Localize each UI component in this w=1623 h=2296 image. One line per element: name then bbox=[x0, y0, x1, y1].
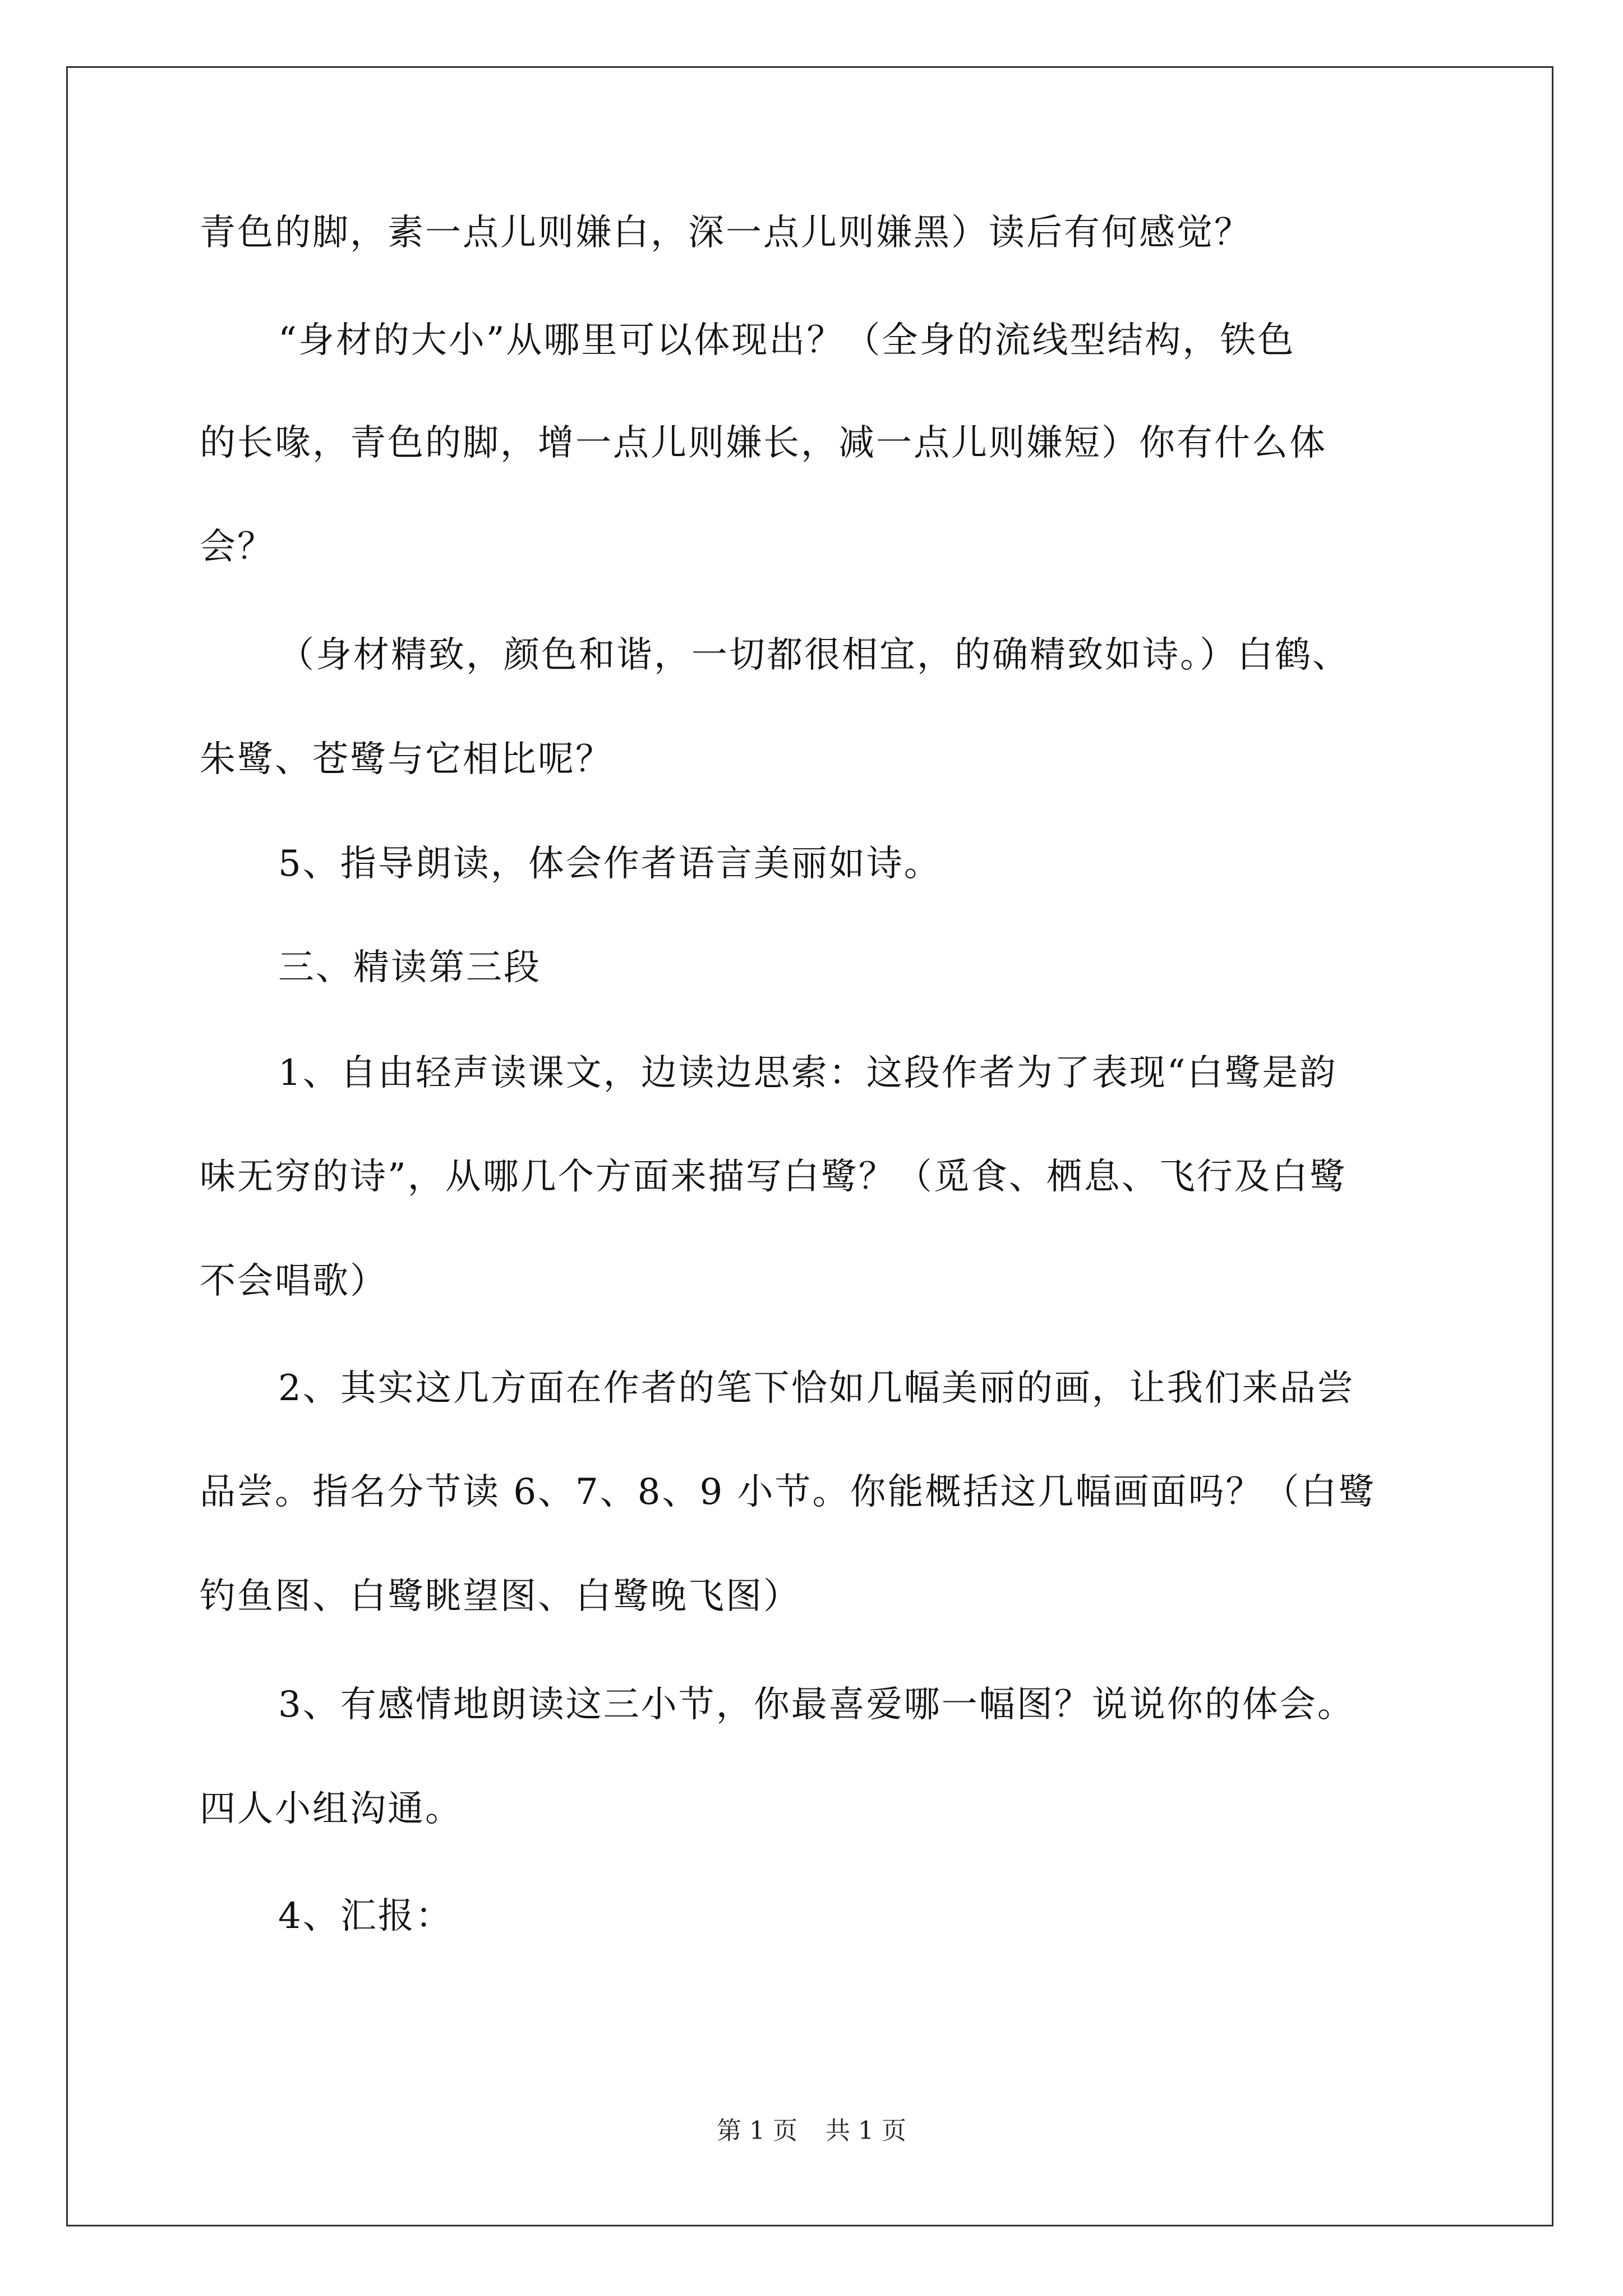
text-line: 钓鱼图、白鹭眺望图、白鹭晚飞图） bbox=[200, 1576, 801, 1617]
text-line: 青色的脚，素一点儿则嫌白，深一点儿则嫌黑）读后有何感觉？ bbox=[200, 212, 1252, 254]
text-line: 4、汇报： bbox=[278, 1895, 453, 1937]
text-line: （身材精致，颜色和谐，一切都很相宜，的确精致如诗。）白鹤、 bbox=[278, 634, 1350, 676]
text-line: 会？ bbox=[200, 526, 275, 568]
text-line: 3、有感情地朗读这三小节，你最喜爱哪一幅图？说说你的体会。 bbox=[278, 1684, 1355, 1726]
page-number: 第 1 页 bbox=[717, 2116, 797, 2145]
text-line: 1、自由轻声读课文，边读边思索：这段作者为了表现“白鹭是韵 bbox=[278, 1052, 1338, 1094]
text-line: 味无穷的诗”，从哪几个方面来描写白鹭？（觅食、栖息、飞行及白鹭 bbox=[200, 1156, 1347, 1198]
text-line: 不会唱歌） bbox=[200, 1260, 388, 1302]
text-line: 品尝。指名分节读 6、7、8、9 小节。你能概括这几幅画面吗？（白鹭 bbox=[200, 1471, 1376, 1513]
page-total: 共 1 页 bbox=[826, 2116, 906, 2145]
text-line: 的长喙，青色的脚，增一点儿则嫌长，减一点儿则嫌短）你有什么体 bbox=[200, 422, 1327, 464]
text-line: 5、指导朗读，体会作者语言美丽如诗。 bbox=[278, 843, 942, 885]
text-line: 朱鹭、苍鹭与它相比呢？ bbox=[200, 739, 613, 780]
text-line: “身材的大小”从哪里可以体现出？（全身的流线型结构，铁色 bbox=[278, 320, 1295, 361]
page-footer bbox=[0, 2115, 1623, 2147]
text-line: 2、其实这几方面在作者的笔下恰如几幅美丽的画，让我们来品尝 bbox=[278, 1368, 1355, 1409]
section-heading: 三、精读第三段 bbox=[278, 947, 541, 988]
text-line: 四人小组沟通。 bbox=[200, 1788, 463, 1830]
